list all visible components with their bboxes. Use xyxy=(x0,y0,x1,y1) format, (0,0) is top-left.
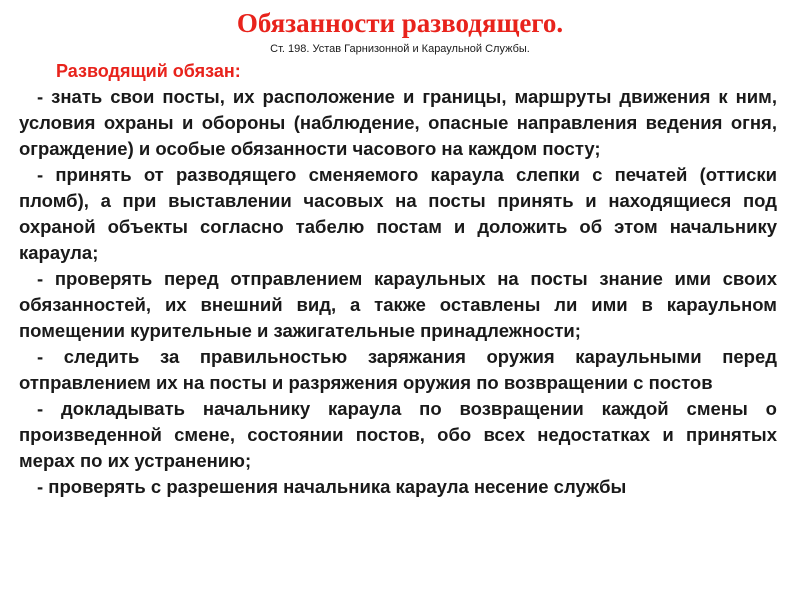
duty-item: - знать свои посты, их расположение и границы, маршруты движения к ним, условия охраны и обороны (наблюдение, опасные направления ведения огня, ограждение) и особые обязанности часового на каждом посту; xyxy=(19,86,777,159)
slide-title: Обязанности разводящего. xyxy=(236,8,564,38)
duty-item: - проверять перед отправлением караульных на посты знание ими своих обязанностей, их внешний вид, а также оставлены ли ими в караульном помещении курительные и зажигательные принадлежности; xyxy=(19,268,777,341)
slide-subtitle: Ст. 198. Устав Гарнизонной и Караульной Службы. xyxy=(270,43,530,55)
duty-item: - докладывать начальнику караула по возвращении каждой смены о произведенной смене, состоянии постов, обо всех недостатках и принятых мерах по их устранению; xyxy=(19,398,777,471)
duty-item: - проверять с разрешения начальника караула несение службы xyxy=(37,476,627,497)
duties-list xyxy=(19,84,777,500)
duty-item: - следить за правильностью заряжания оружия караульными перед отправлением их на посты и разряжения оружия по возвращении с постов xyxy=(19,346,777,393)
duty-item: - принять от разводящего сменяемого караула слепки с печатей (оттиски пломб), а при выставлении часовых на посты принять и находящиеся под охраной объекты согласно табелю постам и доложить об этом начальнику караула; xyxy=(19,164,777,263)
lead-heading: Разводящий обязан: xyxy=(56,61,241,81)
